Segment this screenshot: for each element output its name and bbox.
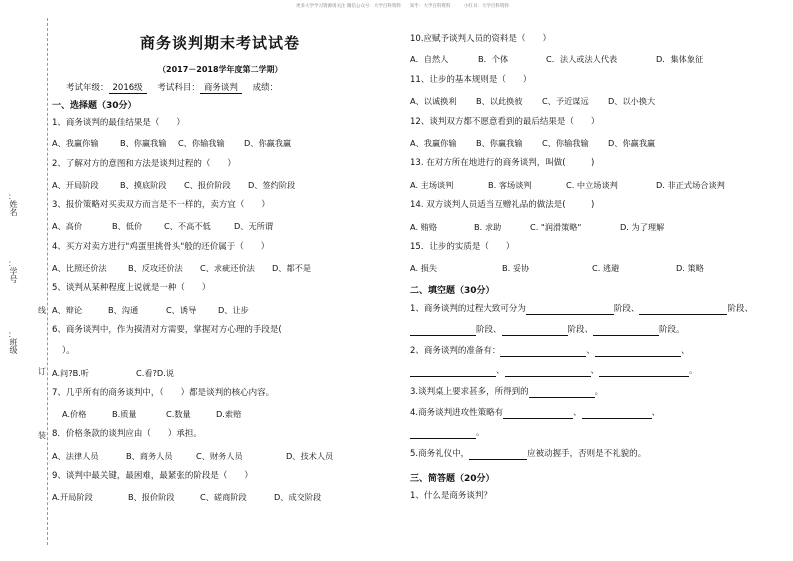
fill-text: 阶段、: [567, 325, 594, 335]
fill-q1-line1: [410, 304, 753, 315]
fill-q2-text: 2、商务谈判的准备有：: [410, 346, 501, 356]
fill-blank[interactable]: [599, 367, 689, 377]
fill-blank[interactable]: [526, 305, 614, 315]
q12-stem: 12、谈判双方都不愿意看到的最后结果是（ ）: [410, 117, 600, 127]
q5-option: D、让步: [218, 305, 249, 315]
q4-option: D、都不是: [272, 263, 312, 273]
q11-option: A、以诚换利: [410, 96, 457, 106]
q4-option: C、求疵还价法: [200, 263, 255, 273]
fill-text: 阶段。: [659, 325, 685, 335]
q10-option: A．自然人: [410, 54, 449, 64]
q5-option: B、沟通: [108, 305, 139, 315]
fill-text: 。: [594, 387, 604, 397]
q9-stem: 9、谈判中最关键，最困难，最紧张的阶段是（ ）: [52, 471, 253, 481]
q3-option: D、无所谓: [234, 221, 274, 231]
q2-option: D、签约阶段: [248, 180, 296, 190]
q7-option: A.价格: [62, 409, 87, 419]
fill-q5-text: 5.商务礼仪中，: [410, 449, 470, 459]
q1-stem: 1、商务谈判的最佳结果是（ ）: [52, 118, 185, 128]
q11-option: D、以小换大: [608, 96, 656, 106]
q2-stem: 2、了解对方的意图和方法是谈判过程的（ ）: [52, 159, 236, 169]
score-label: 成绩：: [252, 83, 279, 93]
q10-option: D．集体象征: [656, 54, 704, 64]
q6-option: C.看?D.说: [136, 368, 174, 378]
q2-option: B、摸底阶段: [120, 180, 167, 190]
binding-dashed-line: [47, 18, 48, 545]
q12-option: D、你赢我赢: [608, 138, 656, 148]
subject-value: 商务谈判: [200, 81, 242, 94]
fill-text: 阶段、: [727, 304, 753, 314]
q5-stem: 5、谈判从某种程度上说就是一种（ ）: [52, 283, 211, 293]
q6-stem: 6、商务谈判中，作为摸清对方需要，掌握对方心理的手段是(: [52, 325, 282, 335]
q13-option: C. 中立场谈判: [566, 180, 618, 190]
fill-blank[interactable]: [503, 409, 573, 419]
fill-blank[interactable]: [639, 305, 727, 315]
fill-blank[interactable]: [410, 326, 476, 336]
q10-stem: 10.应赋予谈判人员的资料是（ ）: [410, 34, 552, 44]
q15-option: C. 逃避: [592, 263, 620, 273]
subject-label: 考试科目：: [157, 83, 200, 93]
fill-text: 、: [651, 408, 661, 418]
q7-option: C.数量: [166, 409, 191, 419]
fill-blank[interactable]: [502, 326, 568, 336]
q13-option: B. 客场谈判: [488, 180, 532, 190]
q14-stem: 14. 双方谈判人员适当互赠礼品的做法是( ): [410, 200, 595, 210]
binding-colon: ：: [8, 259, 16, 268]
q11-stem: 11、让步的基本规则是（ ）: [410, 75, 532, 85]
q6-option: A.问?B.听: [52, 368, 89, 378]
fill-blank[interactable]: [582, 409, 652, 419]
fill-blank[interactable]: [500, 347, 586, 357]
q11-option: B、以此换彼: [476, 96, 523, 106]
fill-q5: [410, 449, 646, 460]
q8-option: C、财务人员: [196, 451, 243, 461]
fill-blank[interactable]: [529, 388, 595, 398]
section-choice-heading: 一、选择题（30分）: [52, 101, 137, 111]
fill-q2-line2: [410, 366, 698, 377]
grade-label: 考试年级：: [66, 83, 109, 93]
q4-option: A、比照还价法: [52, 263, 107, 273]
q1-option: B、你赢我输: [120, 138, 167, 148]
q7-option: D.索赔: [216, 409, 242, 419]
binding-name-label: 姓名: [9, 200, 18, 216]
fill-q4-text: 4.商务谈判进攻性策略有: [410, 408, 504, 418]
fill-q3: [410, 387, 603, 398]
fill-text: 、: [586, 346, 595, 356]
q10-option: C．法人或法人代表: [546, 54, 618, 64]
binding-number-label: 学号: [9, 267, 18, 283]
q3-option: B、低价: [112, 221, 143, 231]
fill-blank[interactable]: [595, 347, 681, 357]
fill-q1-text: 1、商务谈判的过程大致可分为: [410, 304, 526, 314]
fill-q2-line1: [410, 346, 689, 357]
q7-stem: 7、几乎所有的商务谈判中，（ ）都是谈判的核心内容。: [52, 388, 275, 398]
q9-option: D、成交阶段: [274, 492, 322, 502]
fill-blank[interactable]: [410, 367, 496, 377]
q4-option: B、反攻还价法: [128, 263, 183, 273]
q14-option: D. 为了理解: [620, 222, 665, 232]
exam-term: （2017－2018学年度第二学期）: [158, 65, 283, 74]
fill-q5-text-end: 应被动握手，否则是不礼貌的。: [527, 449, 647, 459]
q13-stem: 13. 在对方所在地进行的商务谈判，叫做( ): [410, 158, 595, 168]
q8-option: B、商务人员: [126, 451, 173, 461]
fill-blank[interactable]: [469, 450, 527, 460]
q1-option: D、你赢我赢: [244, 138, 292, 148]
q8-option: D、技术人员: [286, 451, 334, 461]
q14-option: A. 贿赂: [410, 222, 438, 232]
fill-text: 阶段、: [613, 304, 640, 314]
q12-option: B、你赢我输: [476, 138, 523, 148]
q15-option: D. 策略: [676, 263, 704, 273]
section-short-heading: 三、简答题（20分）: [410, 474, 495, 484]
header-note: 更多大学学习资源请关注 微信公众号：大学百科资料 知乎：大学百科资料 小红书：大学百科资料: [296, 4, 509, 9]
q2-option: C、报价阶段: [184, 180, 231, 190]
binding-colon: ：: [8, 330, 16, 339]
fill-text: 、: [680, 346, 690, 356]
q4-stem: 4、买方对卖方进行"鸡蛋里挑骨头"般的还价属于（ ）: [52, 242, 270, 252]
fill-q3-text: 3.谈判桌上要求甚多，所得到的: [410, 387, 529, 397]
q13-option: D. 非正式场合谈判: [656, 180, 725, 190]
binding-colon: ：: [8, 192, 16, 201]
q8-option: A、法律人员: [52, 451, 99, 461]
section-fill-heading: 二、填空题（30分）: [410, 286, 495, 296]
q7-option: B.质量: [112, 409, 137, 419]
q6-stem-cont: ）。: [62, 346, 75, 356]
q8-stem: 8．价格条款的谈判应由（ ）承担。: [52, 429, 202, 439]
q3-stem: 3、报价策略对买卖双方而言是不一样的，卖方宜（ ）: [52, 200, 270, 210]
q15-option: A. 损失: [410, 263, 438, 273]
q15-stem: 15．让步的实质是（ ）: [410, 242, 515, 252]
q10-option: B．个体: [478, 54, 509, 64]
q1-option: A、我赢你输: [52, 138, 99, 148]
short-q1: 1、什么是商务谈判？: [410, 491, 492, 501]
q3-option: A、高价: [52, 221, 83, 231]
q13-option: A. 主场谈判: [410, 180, 454, 190]
q5-option: A、辩论: [52, 305, 83, 315]
fill-text: 、: [496, 366, 505, 376]
binding-order-mark: 订: [38, 367, 46, 376]
exam-info: [66, 81, 278, 94]
q14-option: C. "润滑策略": [530, 222, 582, 232]
q1-option: C、你输我输: [178, 138, 225, 148]
fill-q4-line1: [410, 408, 660, 419]
q14-option: B. 求助: [474, 222, 502, 232]
fill-text: 。: [476, 428, 485, 438]
fill-text: 、: [590, 366, 600, 376]
fill-blank[interactable]: [410, 429, 476, 439]
q5-option: C、诱导: [166, 305, 197, 315]
q9-option: C、磋商阶段: [200, 492, 247, 502]
q3-option: C、不高不低: [164, 221, 211, 231]
q15-option: B. 妥协: [502, 263, 530, 273]
grade-value: 2016级: [109, 81, 147, 94]
q9-option: B、报价阶段: [128, 492, 175, 502]
q11-option: C、予近谋远: [542, 96, 589, 106]
q12-option: C、你输我输: [542, 138, 589, 148]
q2-option: A、开局阶段: [52, 180, 99, 190]
fill-text: 。: [689, 366, 698, 376]
q12-option: A、我赢你输: [410, 138, 457, 148]
binding-class-label: 班级: [9, 338, 18, 354]
fill-text: 阶段、: [476, 325, 502, 335]
fill-blank[interactable]: [593, 326, 659, 336]
binding-line-mark: 线: [38, 306, 46, 315]
fill-q4-line2: [410, 428, 485, 439]
fill-q1-line2: [410, 325, 685, 336]
binding-bind-mark: 装: [38, 431, 46, 440]
binding-margin: [0, 0, 48, 561]
fill-text: 、: [573, 408, 582, 418]
exam-title: 商务谈判期末考试试卷: [140, 34, 301, 52]
fill-blank[interactable]: [505, 367, 591, 377]
q9-option: A.开局阶段: [52, 492, 93, 502]
